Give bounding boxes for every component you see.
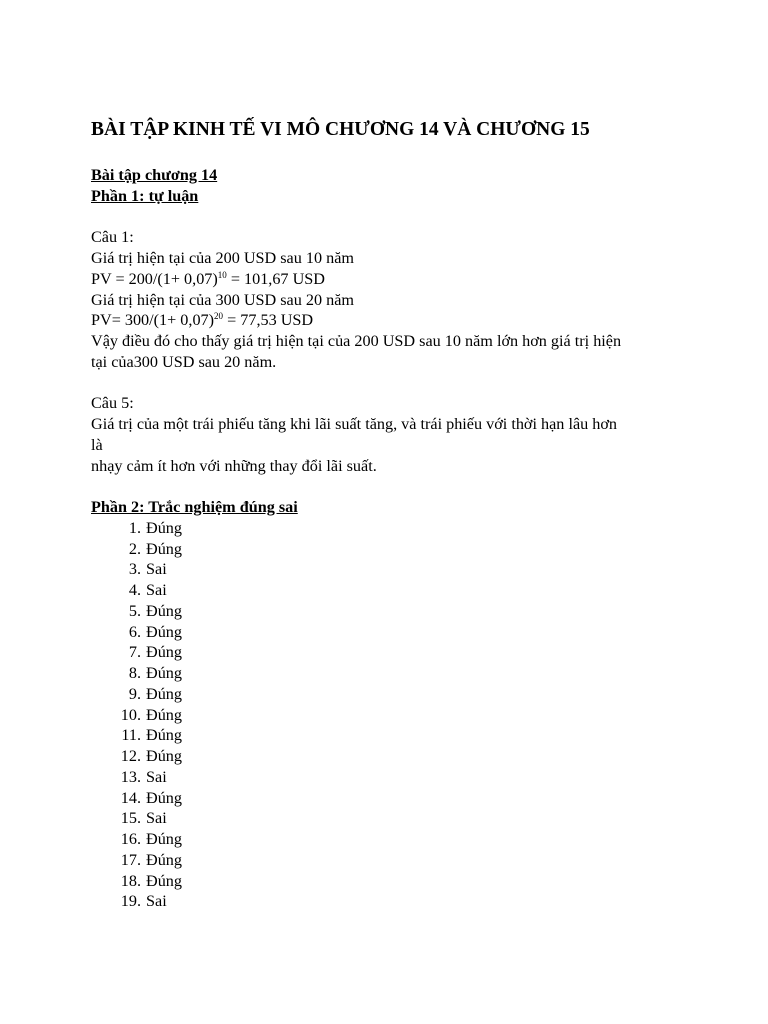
q1-conclusion-line-2: tại của300 USD sau 20 năm. — [91, 352, 277, 371]
q1-line-1: Giá trị hiện tại của 200 USD sau 10 năm — [91, 249, 354, 267]
answer-value: Đúng — [146, 622, 182, 641]
answers-list — [91, 518, 691, 912]
answer-item — [91, 622, 691, 643]
formula-2-suffix: = 77,53 USD — [223, 311, 314, 330]
q5-line-1: Giá trị của một trái phiếu tăng khi lãi suất tăng, và trái phiếu với thời hạn lâu hơn — [91, 415, 618, 433]
answer-value: Đúng — [146, 871, 182, 890]
document-body — [91, 165, 691, 912]
answer-value: Sai — [146, 560, 167, 579]
answer-number: 8. — [128, 664, 141, 682]
answer-item — [91, 788, 691, 809]
answer-number: 12. — [120, 747, 141, 765]
answer-value: Sai — [146, 767, 167, 786]
answer-item — [91, 705, 691, 726]
answer-item — [91, 684, 691, 705]
formula-1-prefix: PV = 200/(1+ 0,07) — [91, 269, 218, 288]
answer-value: Đúng — [146, 601, 182, 620]
answer-item — [91, 518, 691, 539]
answer-item — [91, 850, 691, 871]
answer-item — [91, 746, 691, 767]
answer-number: 2. — [128, 539, 141, 558]
answer-number: 10. — [120, 705, 141, 724]
answer-value: Đúng — [146, 539, 182, 558]
answer-number: 6. — [128, 622, 141, 641]
q5-line-3: nhạy cảm ít hơn với những thay đổi lãi suất. — [91, 456, 377, 475]
answer-value: Đúng — [146, 747, 182, 765]
answer-number: 14. — [120, 788, 141, 807]
spacer — [91, 207, 691, 228]
spacer — [91, 476, 691, 497]
answer-number: 19. — [120, 892, 141, 911]
answer-item — [91, 725, 691, 746]
answer-item — [91, 871, 691, 892]
q5-line-2: là — [91, 435, 103, 454]
answer-number: 13. — [120, 767, 141, 786]
answer-value: Sai — [146, 892, 167, 911]
answer-value: Sai — [146, 809, 167, 828]
formula-1-suffix: = 101,67 USD — [226, 269, 325, 288]
part2-heading: Phần 2: Trắc nghiệm đúng sai — [91, 498, 298, 516]
answer-number: 18. — [120, 871, 141, 890]
answer-value: Sai — [146, 581, 167, 599]
q1-label: Câu 1: — [91, 228, 134, 247]
formula-2-prefix: PV= 300/(1+ 0,07) — [91, 311, 215, 330]
answer-number: 4. — [128, 581, 141, 599]
q1-formula-2 — [91, 310, 691, 331]
answer-number: 7. — [128, 643, 141, 662]
document-title: BÀI TẬP KINH TẾ VI MÔ CHƯƠNG 14 VÀ CHƯƠNG 15 — [91, 119, 590, 140]
answer-value: Đúng — [146, 726, 182, 745]
answer-item — [91, 539, 691, 560]
answer-value: Đúng — [146, 664, 182, 682]
answer-item — [91, 663, 691, 684]
q1-line-2: Giá trị hiện tại của 300 USD sau 20 năm — [91, 290, 354, 309]
answer-number: 5. — [128, 601, 141, 620]
answer-item — [91, 642, 691, 663]
answer-number: 17. — [120, 850, 141, 869]
q5-label: Câu 5: — [91, 394, 134, 413]
answer-value: Đúng — [146, 705, 182, 724]
answer-number: 11. — [121, 726, 141, 745]
spacer — [91, 373, 691, 394]
formula-2-exponent: 20 — [214, 311, 224, 322]
answer-number: 16. — [120, 830, 141, 848]
answer-item — [91, 559, 691, 580]
q1-formula-1 — [91, 269, 691, 290]
answer-value: Đúng — [146, 788, 182, 807]
answer-number: 1. — [128, 518, 141, 537]
q1-conclusion-line-1: Vậy điều đó cho thấy giá trị hiện tại của 200 USD sau 10 năm lớn hơn giá trị hiện — [91, 332, 622, 350]
answer-number: 9. — [128, 684, 141, 703]
answer-item — [91, 601, 691, 622]
part1-heading: Phần 1: tự luận — [91, 186, 199, 205]
answer-item — [91, 829, 691, 850]
chapter-heading: Bài tập chương 14 — [91, 166, 218, 184]
formula-1-exponent: 10 — [217, 269, 227, 280]
answer-item — [91, 580, 691, 601]
answer-item — [91, 891, 691, 912]
answer-value: Đúng — [146, 850, 182, 869]
answer-item — [91, 767, 691, 788]
answer-item — [91, 808, 691, 829]
answer-number: 15. — [120, 809, 141, 828]
answer-number: 3. — [128, 560, 141, 579]
answer-value: Đúng — [146, 684, 182, 703]
answer-value: Đúng — [146, 830, 182, 848]
answer-value: Đúng — [146, 643, 182, 662]
answer-value: Đúng — [146, 518, 182, 537]
